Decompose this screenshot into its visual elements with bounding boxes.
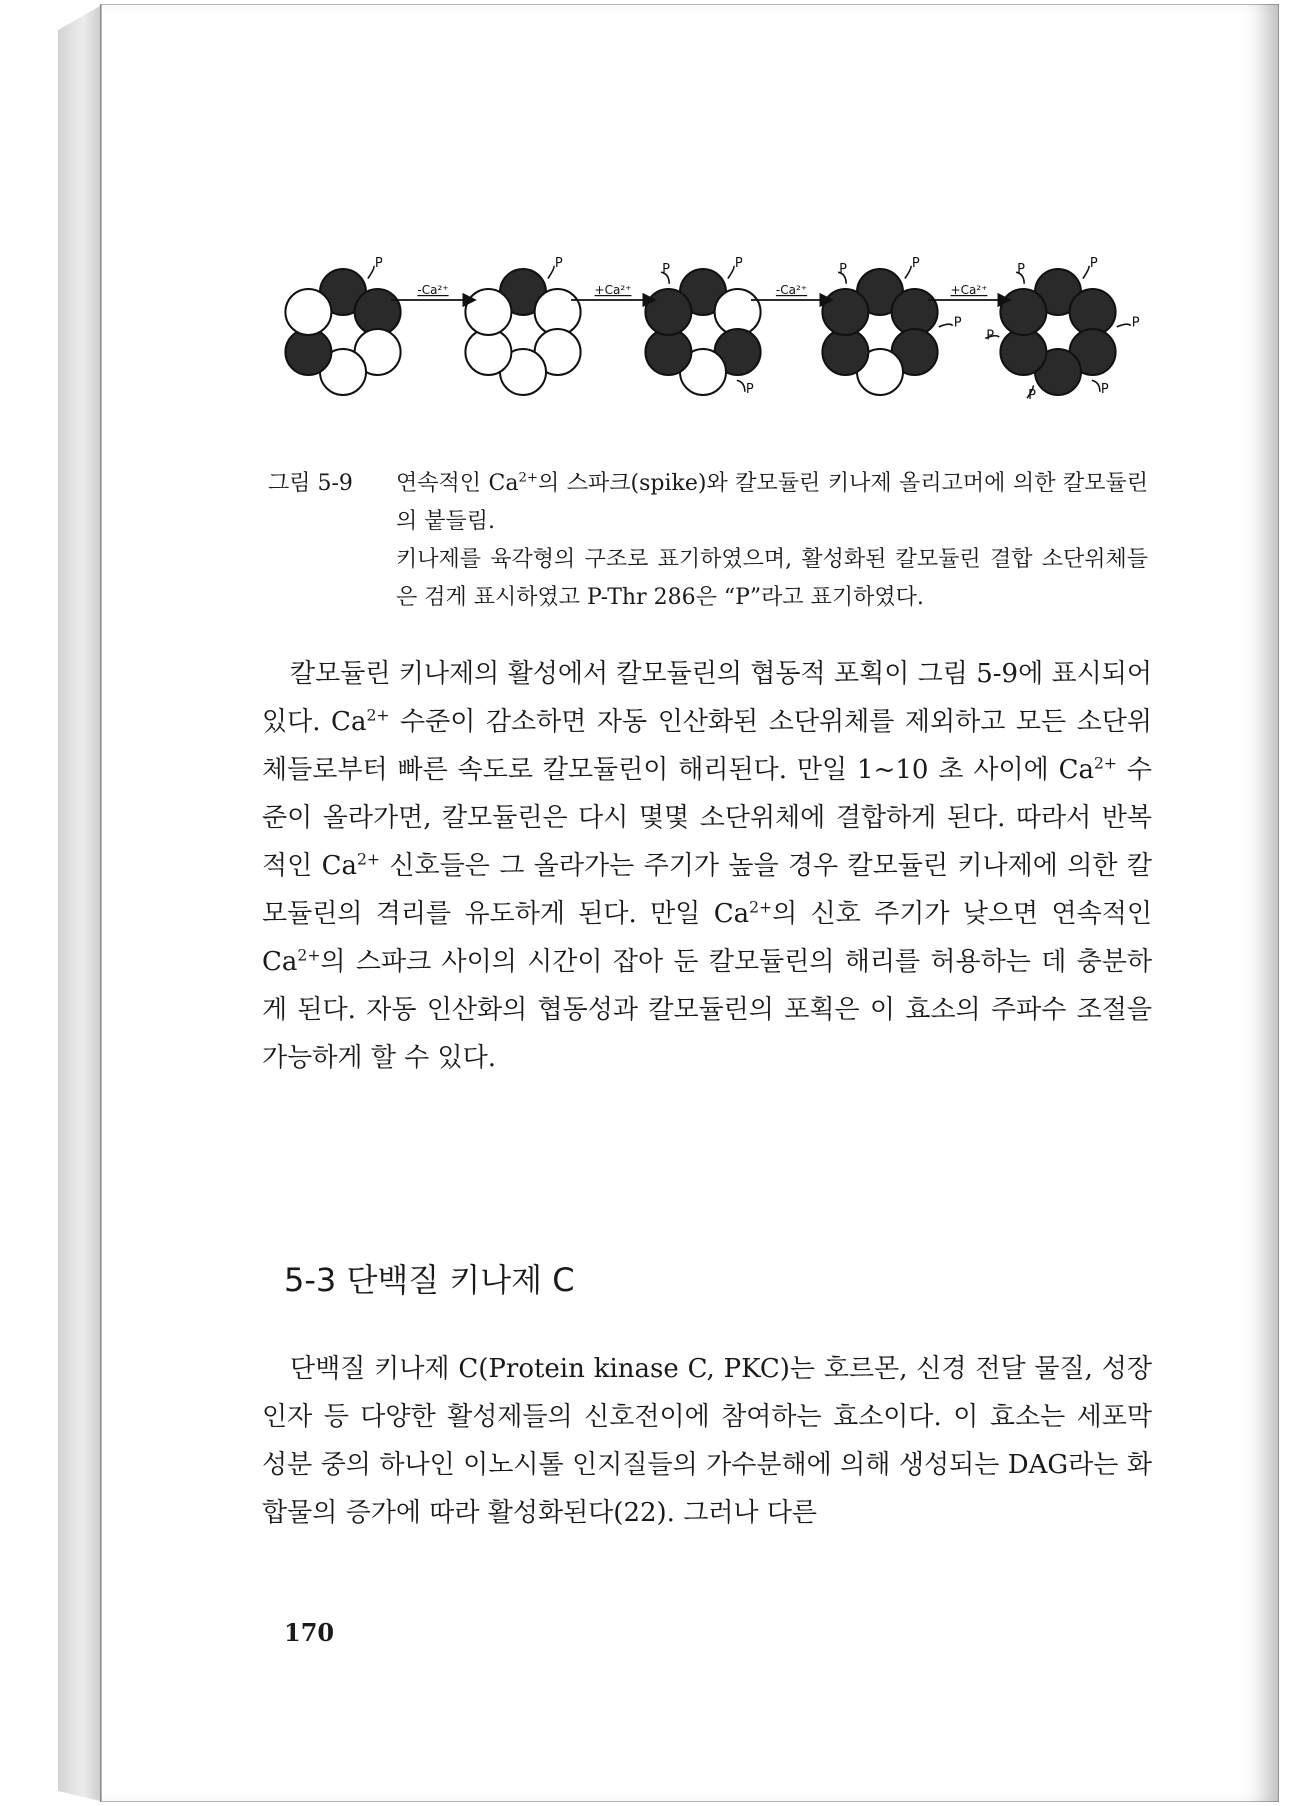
- kinase-subunit: [285, 289, 331, 335]
- kinase-subunit: [645, 289, 691, 335]
- phospho-link: [368, 266, 374, 279]
- phospho-link: [905, 266, 911, 279]
- phospho-label: P: [1089, 255, 1098, 271]
- arrow-label: +Ca²⁺: [950, 283, 988, 297]
- caption-label: 그림 5-9: [268, 471, 353, 496]
- phospho-link: [737, 380, 745, 392]
- section-heading: 5-3 단백질 키나제 C: [284, 1261, 575, 1299]
- page-number: 170: [284, 1618, 335, 1647]
- phospho-label: P: [953, 315, 962, 331]
- figure-calmodulin-kinase: [268, 252, 1148, 412]
- phospho-label: P: [986, 328, 995, 344]
- figure-caption: [268, 465, 1148, 617]
- phospho-link: [728, 266, 734, 279]
- book-spine: [58, 6, 100, 1801]
- phospho-link: [548, 266, 554, 279]
- phospho-label: P: [839, 262, 847, 278]
- phospho-label: P: [745, 381, 754, 397]
- phospho-label: P: [911, 255, 920, 271]
- phospho-link: [939, 324, 953, 327]
- phospho-link: [1117, 324, 1131, 327]
- phospho-label: P: [1131, 315, 1140, 331]
- kinase-subunit: [822, 289, 868, 335]
- phospho-label: P: [662, 262, 670, 278]
- caption-line2: 키나제를 육각형의 구조로 표기하였으며, 활성화된 칼모듈린 결합 소단위체들은 검게 표시하였고 P-Thr 286은 “P”라고 표기하였다.: [396, 547, 1148, 610]
- phospho-link: [1083, 266, 1089, 279]
- kinase-subunit: [1000, 289, 1046, 335]
- phospho-label: P: [1100, 381, 1109, 397]
- phospho-label: P: [1017, 262, 1025, 278]
- paragraph-calmodulin: 칼모듈린 키나제의 활성에서 칼모듈린의 협동적 포획이 그림 5-9에 표시되어 있다. $Ca^{2+}$ 수준이 감소하면 자동 인산화된 소단위체를 제외하고 모든 소단위체들로부터 빠른 속도로 칼모듈린이 해리된다. 만일 1~10 초 사이에 $Ca^{2+}$ 수준이 올라가면, 칼모듈린은 다시 몇몇 소단위체에 결합하게 된다. 따라서 반복적인 $Ca^{2+}$ 신호들은 그 올라가는 주기가 높을 경우 칼모듈린 키나제에 의한 칼모듈린의 격리를 유도하게 된다. 만일 $Ca^{2+}$의 신호 주기가 낮으면 연속적인 $Ca^{2+}$의 스파크 사이의 시간이 잡아 둔 칼모듈린의 해리를 허용하는 데 충분하게 된다. 자동 인산화의 협동성과 칼모듈린의 포획은 이 효소의 주파수 조절을 가능하게 할 수 있다.: [262, 659, 1153, 1073]
- paragraph-pkc: 단백질 키나제 C(Protein kinase C, PKC)는 호르몬, 신경 전달 물질, 성장 인자 등 다양한 활성제들의 신호전이에 참여하는 효소이다. 이 효소는 세포막 성분 중의 하나인 이노시톨 인지질들의 가수분해에 의해 생성되는 DAG라는 화합물의 증가에 따라 활성화된다(22). 그러나 다른: [262, 1354, 1152, 1528]
- caption-line1: 연속적인 $Ca^{2+}$의 스파크(spike)와 칼모듈린 키나제 올리고머에 의한 칼모듈린의 붙들림.: [396, 470, 1148, 534]
- phospho-link: [1092, 380, 1100, 392]
- arrow-label: +Ca²⁺: [594, 283, 632, 297]
- phospho-label: P: [734, 255, 743, 271]
- phospho-label: P: [554, 255, 563, 271]
- arrow-label: -Ca²⁺: [775, 283, 808, 297]
- phospho-label: P: [374, 255, 383, 271]
- arrow-label: -Ca²⁺: [417, 283, 449, 297]
- phospho-label: P: [1028, 388, 1036, 404]
- kinase-subunit: [465, 289, 511, 335]
